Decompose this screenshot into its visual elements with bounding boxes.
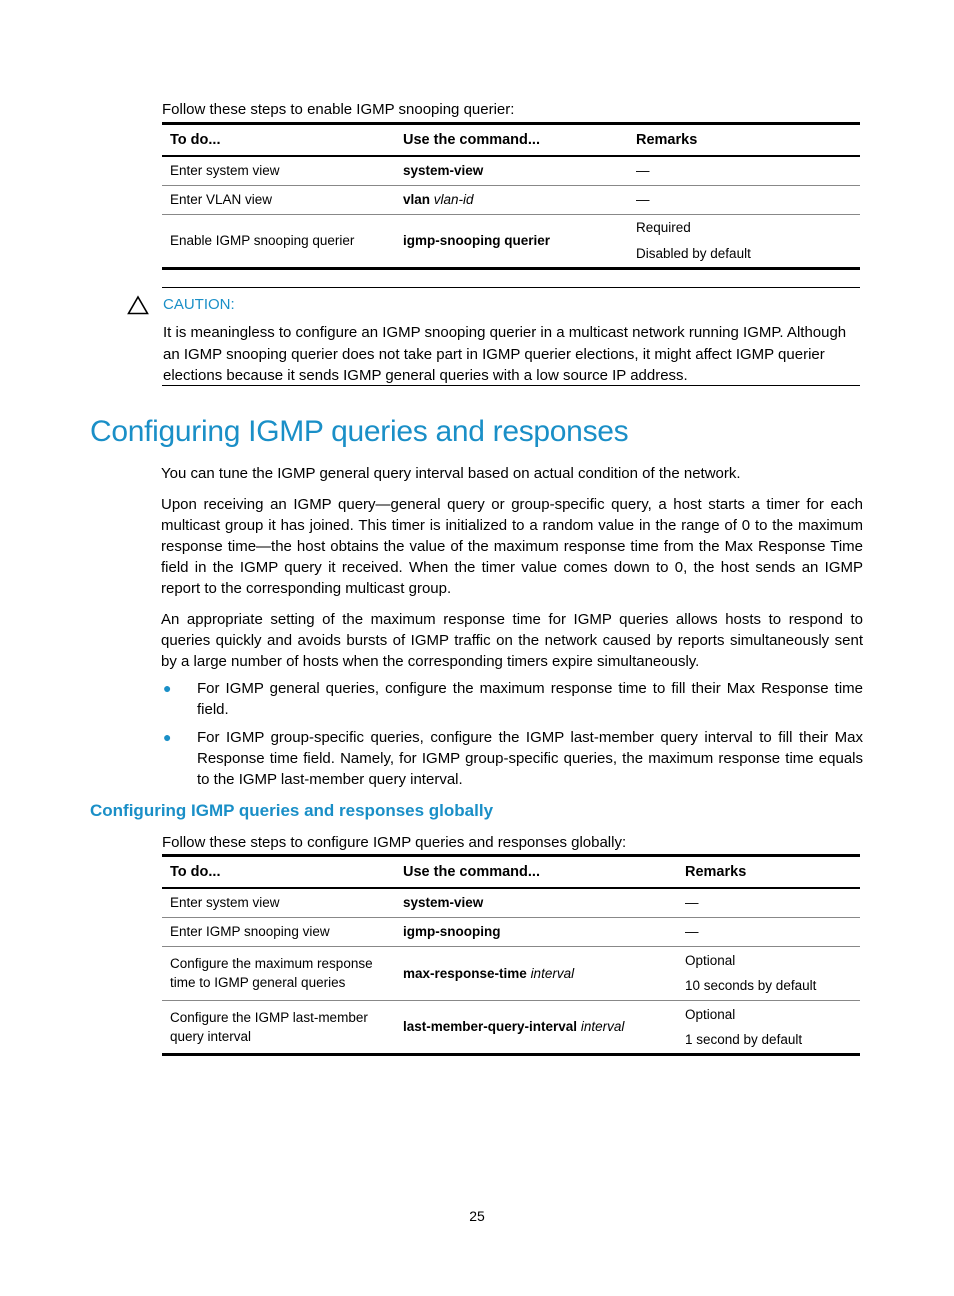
caution-bottom-rule: [162, 385, 860, 386]
command-cell: [395, 946, 677, 1000]
command-cell: [395, 156, 628, 185]
paragraph: You can tune the IGMP general query interval based on actual condition of the network.: [161, 465, 741, 482]
header-todo: To do...: [162, 856, 395, 889]
table-header-row: [162, 856, 860, 889]
command-argument: interval: [580, 1019, 625, 1034]
header-todo: To do...: [162, 124, 395, 157]
table-row: [162, 1000, 860, 1054]
caution-top-rule: [162, 287, 860, 288]
header-command: Use the command...: [395, 124, 628, 157]
command-keyword: system-view: [403, 163, 484, 179]
command-argument: vlan-id: [433, 192, 474, 207]
header-command: Use the command...: [395, 856, 677, 889]
header-remarks: Remarks: [677, 856, 860, 889]
table-row: [162, 946, 860, 1000]
todo-cell: Configure the maximum response time to IGMP general queries: [162, 946, 395, 1000]
command-cell: [395, 917, 677, 946]
table-row: [162, 888, 860, 917]
bullet-icon: ●: [163, 680, 172, 696]
bullet-item: For IGMP group-specific queries, configure the IGMP last-member query interval to fill their Max Response time field. Namely, for IGMP group-specific queries, the maximum response time equals to the IGMP last-member query interval.: [197, 729, 863, 788]
remarks-cell: —: [677, 888, 860, 917]
remarks-cell: [628, 214, 860, 268]
command-argument: interval: [530, 965, 575, 981]
remarks-line: 1 second by default: [685, 1031, 803, 1047]
paragraph: Upon receiving an IGMP query—general query or group-specific query, a host starts a timer for each multicast group it has joined. This timer is initialized to a random value in the range of 0 to the maximum response time—the host obtains the value of the maximum response time from the Max Response Time field in the IGMP query it received. When the timer value comes down to 0, the host sends an IGMP report to the corresponding multicast group.: [161, 496, 863, 597]
remarks-cell: —: [628, 156, 860, 185]
todo-cell: Configure the IGMP last-member query interval: [162, 1000, 395, 1054]
todo-cell: Enter VLAN view: [162, 185, 395, 214]
remarks-line: 10 seconds by default: [685, 978, 817, 993]
remarks-cell: [677, 1000, 860, 1054]
table-row: [162, 156, 860, 185]
todo-cell: Enable IGMP snooping querier: [162, 214, 395, 268]
table-row: [162, 214, 860, 268]
todo-cell: Enter system view: [162, 156, 395, 185]
command-cell: [395, 888, 677, 917]
table-row: [162, 917, 860, 946]
querier-steps-table: [162, 122, 860, 270]
table1-intro: Follow these steps to enable IGMP snooping querier:: [162, 101, 515, 118]
section-title: Configuring IGMP queries and responses: [90, 415, 629, 448]
warning-triangle-icon: [127, 295, 149, 320]
caution-body: [163, 322, 863, 387]
paragraph: An appropriate setting of the maximum response time for IGMP queries allows hosts to respond to queries quickly and avoids bursts of IGMP traffic on the network caused by reports simultaneously sent by a large number of hosts when the corresponding timers expire simultaneously.: [161, 611, 863, 670]
remarks-line: Optional: [685, 1006, 736, 1022]
caution-title: CAUTION:: [163, 296, 235, 313]
command-cell: [395, 185, 628, 214]
command-keyword: last-member-query-interval: [403, 1019, 578, 1034]
bullet-icon: ●: [163, 729, 172, 745]
command-keyword: igmp-snooping: [403, 924, 501, 939]
command-cell: [395, 214, 628, 268]
caution-line: elections because it sends IGMP general queries with a low source IP address.: [163, 367, 688, 384]
remarks-cell: [677, 946, 860, 1000]
table-row: [162, 185, 860, 214]
table-header-row: [162, 124, 860, 157]
remarks-cell: —: [677, 917, 860, 946]
remarks-line: Required: [636, 219, 691, 235]
command-keyword: vlan: [403, 192, 431, 207]
caution-line: It is meaningless to configure an IGMP snooping querier in a multicast network running IGMP. Although: [163, 324, 847, 341]
command-cell: [395, 1000, 677, 1054]
todo-cell: Enter system view: [162, 888, 395, 917]
header-remarks: Remarks: [628, 124, 860, 157]
command-keyword: igmp-snooping querier: [403, 233, 550, 248]
remarks-line: Optional: [685, 953, 736, 968]
command-keyword: system-view: [403, 895, 484, 911]
caution-line: an IGMP snooping querier does not take part in IGMP querier elections, it might affect IGMP querier: [163, 345, 825, 363]
queries-steps-table: [162, 854, 860, 1056]
table2-intro: Follow these steps to configure IGMP queries and responses globally:: [162, 834, 627, 851]
subsection-title: Configuring IGMP queries and responses globally: [90, 801, 494, 820]
bullet-item: For IGMP general queries, configure the maximum response time to fill their Max Response time field.: [197, 680, 863, 718]
remarks-cell: —: [628, 185, 860, 214]
command-keyword: max-response-time: [403, 965, 527, 981]
remarks-line: Disabled by default: [636, 245, 751, 261]
page-number: 25: [469, 1208, 485, 1224]
todo-cell: Enter IGMP snooping view: [162, 917, 395, 946]
